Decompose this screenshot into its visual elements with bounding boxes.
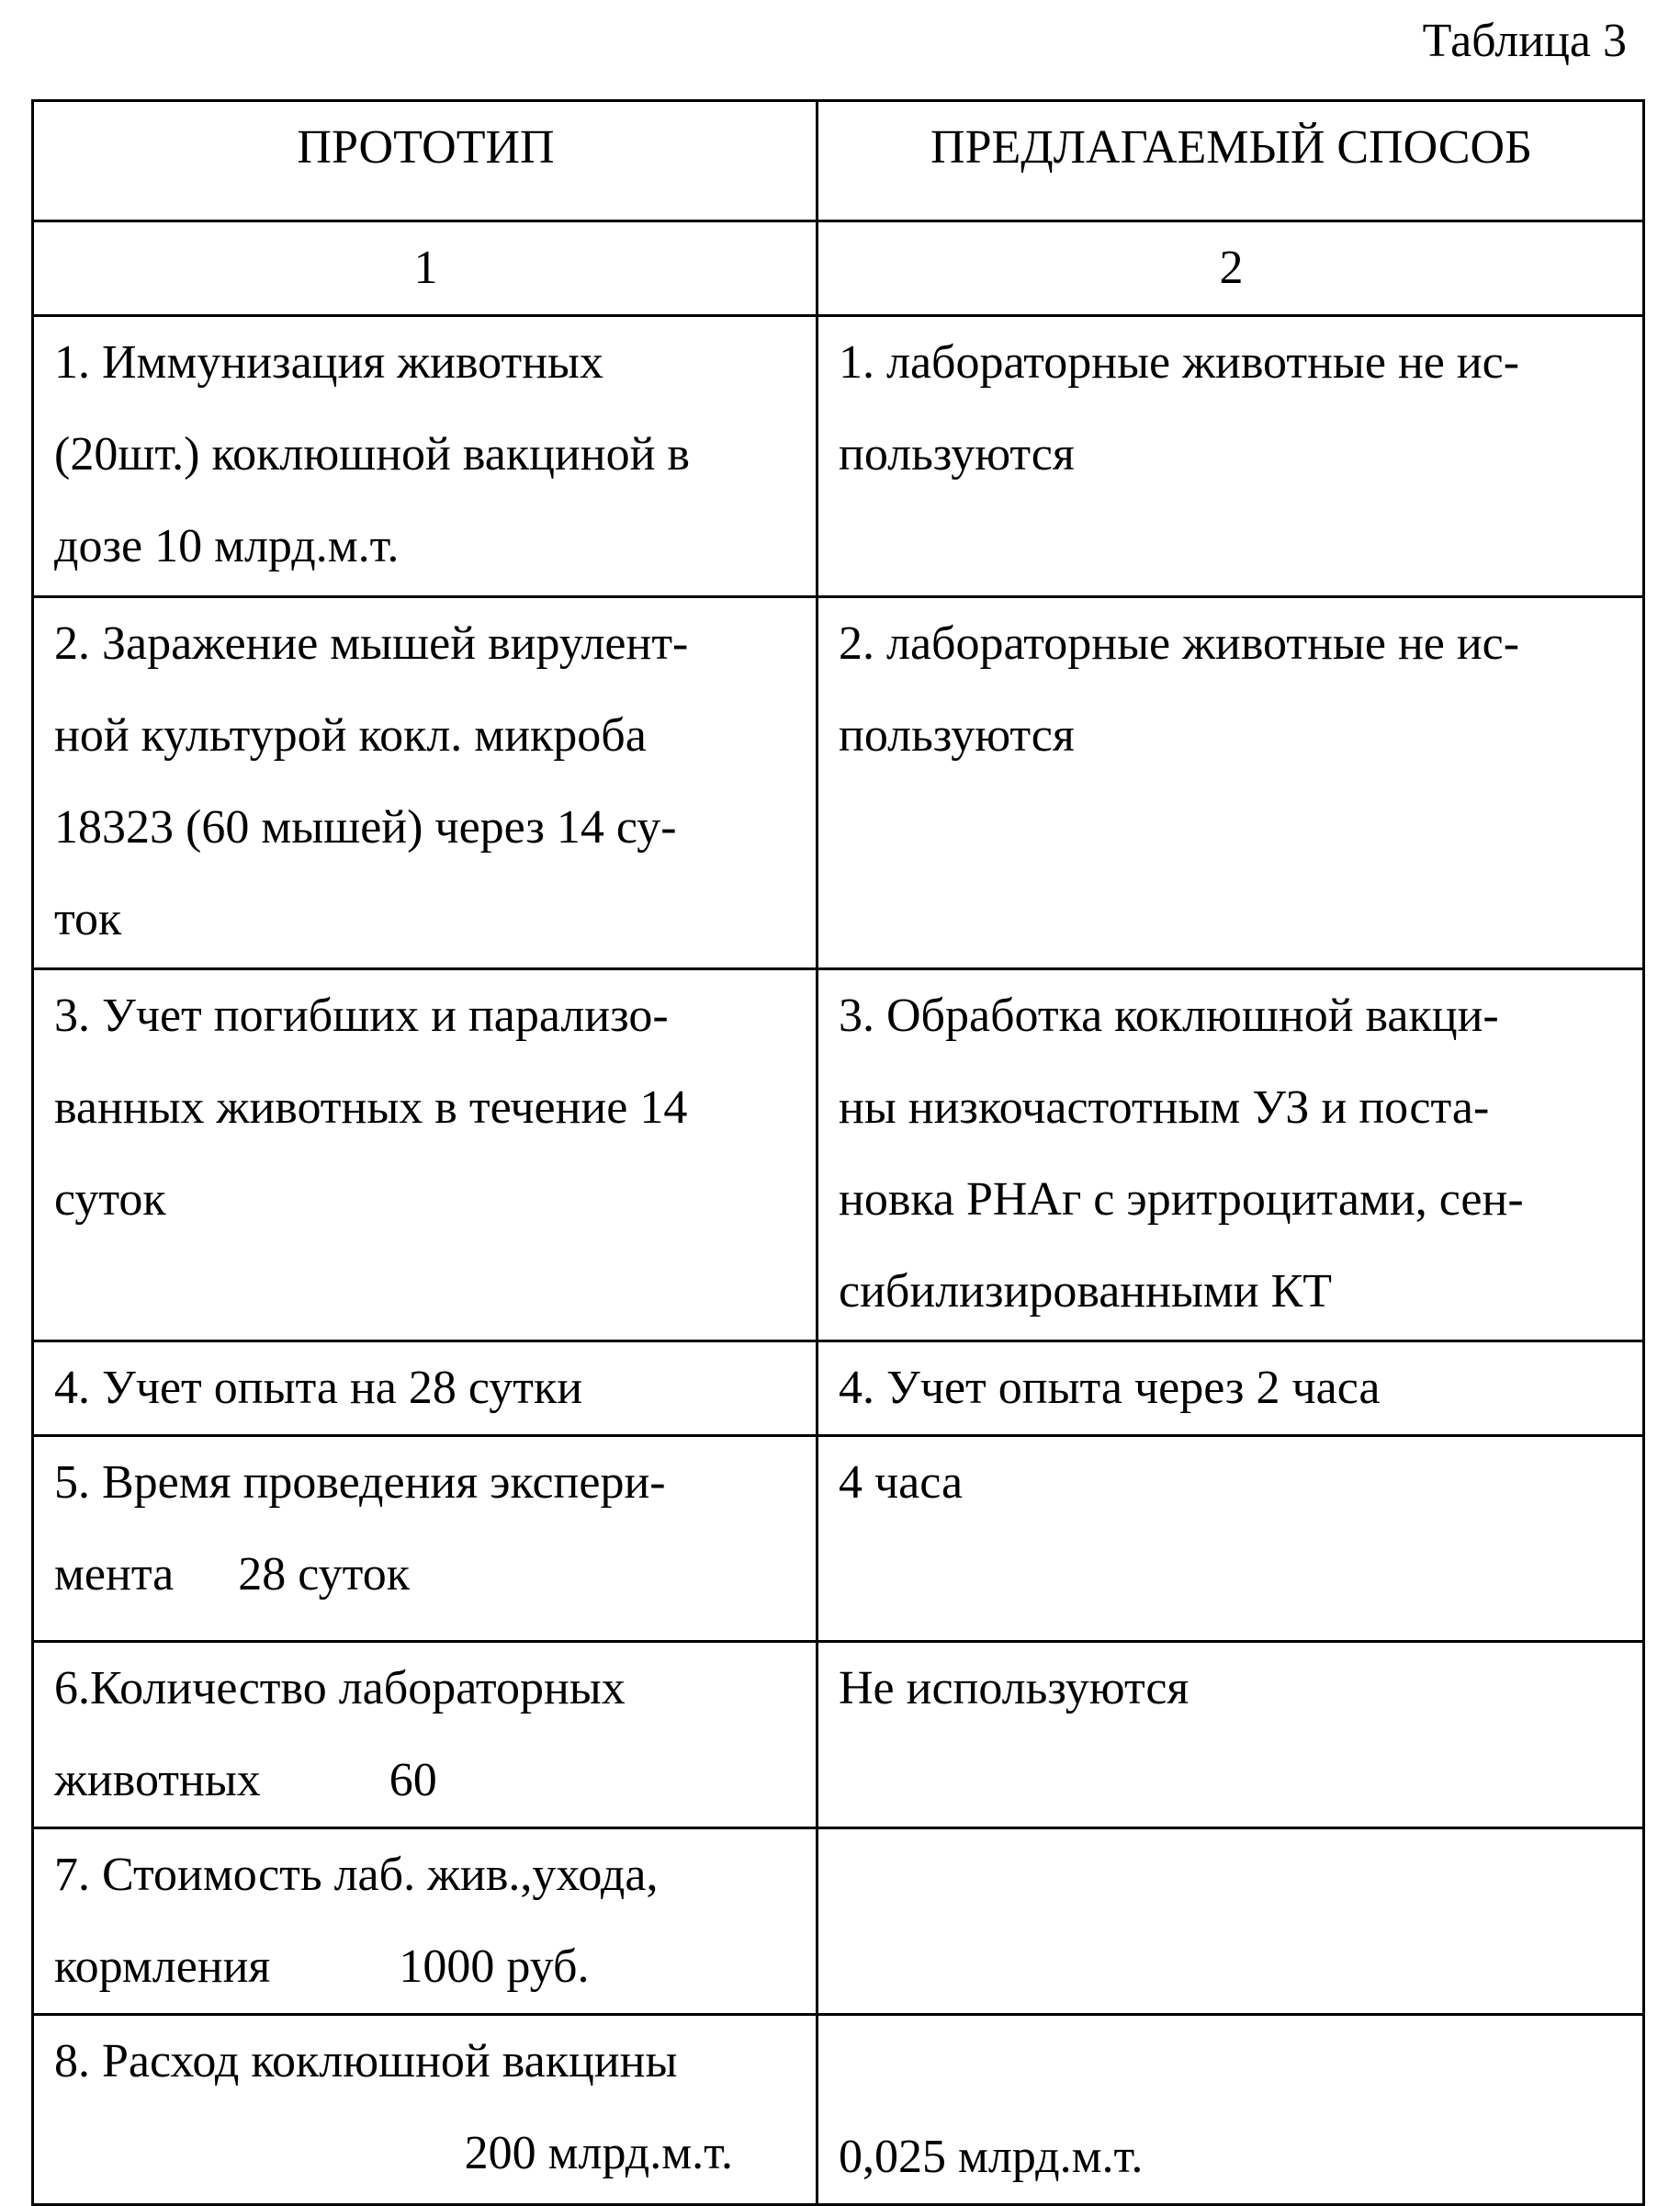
table-row [33, 969, 1644, 1341]
prototype-cell [33, 1436, 817, 1642]
cell-line: пользуются [839, 690, 1624, 782]
cell-label: мента [54, 1548, 174, 1601]
cell-line: 3. Учет погибших и парализо- [54, 970, 797, 1062]
column-number-row [33, 221, 1644, 316]
cell-line: 7. Стоимость лаб. жив.,ухода, [54, 1829, 797, 1921]
cell-line: 4. Учет опыта через 2 часа [839, 1342, 1624, 1434]
table-row [33, 1642, 1644, 1828]
cell-line: сибилизированными КТ [839, 1246, 1624, 1338]
proposed-cell [817, 316, 1644, 597]
prototype-cell [33, 1642, 817, 1828]
cell-line: 4 часа [839, 1437, 1624, 1529]
table-row [33, 1341, 1644, 1436]
cell-label: кормления [54, 1940, 270, 1993]
cell-line [54, 1735, 797, 1827]
cell-line: ток [54, 874, 797, 966]
table-row [33, 1436, 1644, 1642]
table-row [33, 597, 1644, 969]
column-number-1: 1 [33, 221, 817, 316]
cell-line: суток [54, 1154, 797, 1246]
cell-line: 18323 (60 мышей) через 14 су- [54, 782, 797, 874]
comparison-table [31, 99, 1645, 2206]
cell-value: 0,025 млрд.м.т. [839, 2111, 1624, 2203]
cell-line: 2. Заражение мышей вирулент- [54, 598, 797, 690]
cell-value: 28 суток [238, 1548, 410, 1601]
proposed-cell [817, 597, 1644, 969]
column-number-2: 2 [817, 221, 1644, 316]
prototype-cell [33, 1341, 817, 1436]
proposed-cell [817, 1642, 1644, 1828]
cell-line: новка РНАг с эритроцитами, сен- [839, 1154, 1624, 1246]
prototype-cell [33, 597, 817, 969]
table-header-row [33, 101, 1644, 221]
proposed-cell [817, 2015, 1644, 2205]
cell-value: 1000 руб. [399, 1940, 589, 1993]
cell-line: ной культурой кокл. микроба [54, 690, 797, 782]
prototype-cell [33, 1828, 817, 2015]
proposed-cell [817, 1436, 1644, 1642]
cell-line [54, 1921, 797, 2013]
cell-value: 60 [389, 1754, 437, 1806]
proposed-cell-empty [817, 1828, 1644, 2015]
cell-line [54, 1529, 797, 1621]
header-proposed-method: ПРЕДЛАГАЕМЫЙ СПОСОБ [817, 101, 1644, 221]
prototype-cell [33, 316, 817, 597]
table-row [33, 1828, 1644, 2015]
cell-line: Не используются [839, 1643, 1624, 1735]
cell-line: 8. Расход коклюшной вакцины [54, 2016, 797, 2108]
cell-line: дозе 10 млрд.м.т. [54, 501, 797, 593]
table-row [33, 2015, 1644, 2205]
cell-line: (20шт.) коклюшной вакциной в [54, 409, 797, 501]
table-row [33, 316, 1644, 597]
header-prototype: ПРОТОТИП [33, 101, 817, 221]
cell-value: 200 млрд.м.т. [54, 2108, 797, 2200]
cell-line: 4. Учет опыта на 28 сутки [54, 1342, 797, 1434]
cell-line: 5. Время проведения экспери- [54, 1437, 797, 1529]
cell-line: 2. лабораторные животные не ис- [839, 598, 1624, 690]
cell-line: 1. Иммунизация животных [54, 317, 797, 409]
cell-line: ны низкочастотным УЗ и поста- [839, 1062, 1624, 1154]
cell-label: животных [54, 1754, 261, 1806]
proposed-cell [817, 1341, 1644, 1436]
proposed-cell [817, 969, 1644, 1341]
cell-line: 6.Количество лабораторных [54, 1643, 797, 1735]
cell-line: пользуются [839, 409, 1624, 501]
table-caption: Таблица 3 [1423, 13, 1627, 70]
prototype-cell [33, 2015, 817, 2205]
cell-line: 1. лабораторные животные не ис- [839, 317, 1624, 409]
cell-line: 3. Обработка коклюшной вакци- [839, 970, 1624, 1062]
prototype-cell [33, 969, 817, 1341]
cell-line: ванных животных в течение 14 [54, 1062, 797, 1154]
